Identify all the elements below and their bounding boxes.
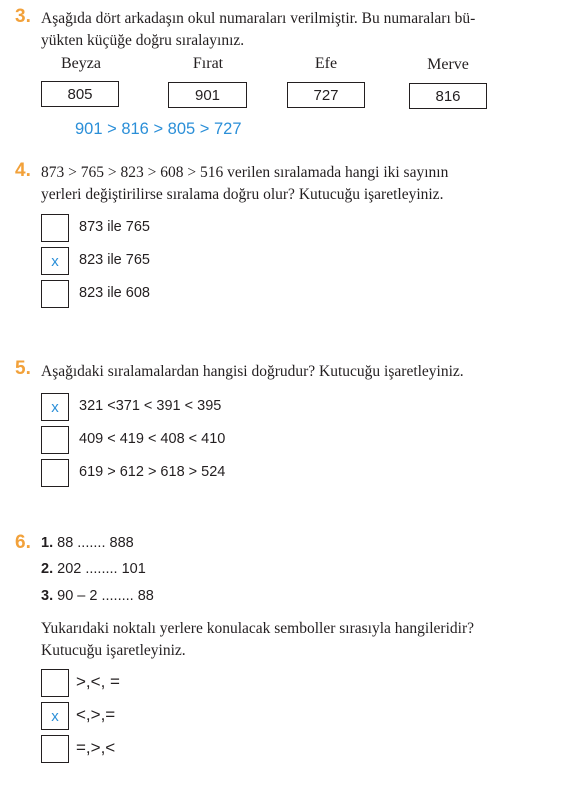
question-5-option-3-label: 619 > 612 > 618 > 524 bbox=[79, 464, 226, 480]
question-5-number: 5. bbox=[15, 358, 31, 379]
question-5-text: Aşağıdaki sıralamalardan hangisi doğrudur? Kutucuğu işaretleyiniz. bbox=[41, 363, 464, 380]
question-6-text-line2: Kutucuğu işaretleyiniz. bbox=[41, 642, 186, 659]
question-6-item-1-expr: 88 ....... 888 bbox=[57, 535, 134, 551]
question-6-item-3 bbox=[41, 588, 154, 604]
question-6-option-1-label: >,<, = bbox=[76, 672, 120, 691]
question-6-item-1 bbox=[41, 535, 134, 551]
question-6-option-2-label: <,>,= bbox=[76, 705, 116, 724]
question-6-item-2 bbox=[41, 561, 146, 577]
question-6-item-3-expr: 90 – 2 ........ 88 bbox=[57, 588, 154, 604]
question-6-item-2-num: 2. bbox=[41, 561, 54, 577]
question-5-option-1-checkbox[interactable]: x bbox=[41, 393, 69, 421]
question-6-text bbox=[41, 618, 566, 662]
question-6-option-3-checkbox[interactable] bbox=[41, 735, 69, 763]
question-3-answer: 901 > 816 > 805 > 727 bbox=[75, 120, 242, 138]
question-4-text-line2: yerleri değiştirilirse sıralama doğru olur? Kutucuğu işaretleyiniz. bbox=[41, 186, 444, 203]
friend-name-beyza: Beyza bbox=[61, 55, 101, 72]
friend-name-merve: Merve bbox=[427, 56, 469, 73]
question-5-option-2-label: 409 < 419 < 408 < 410 bbox=[79, 431, 226, 447]
question-4-text-line1: 873 > 765 > 823 > 608 > 516 verilen sıralamada hangi iki sayının bbox=[41, 164, 449, 181]
question-3-text-line1: Aşağıda dört arkadaşın okul numaraları verilmiştir. Bu numaraları bü- bbox=[41, 10, 476, 27]
question-6-option-2-checkbox[interactable]: x bbox=[41, 702, 69, 730]
question-6-number: 6. bbox=[15, 532, 31, 553]
question-6-item-2-expr: 202 ........ 101 bbox=[57, 561, 146, 577]
friend-number-beyza: 805 bbox=[41, 81, 119, 107]
friend-name-firat: Fırat bbox=[192, 55, 224, 72]
friend-number-merve: 816 bbox=[409, 83, 487, 109]
question-6-option-1-checkbox[interactable] bbox=[41, 669, 69, 697]
question-6-option-3-label: =,>,< bbox=[76, 738, 116, 757]
question-3-text-line2: yükten küçüğe doğru sıralayınız. bbox=[41, 32, 245, 49]
question-4-option-2-label: 823 ile 765 bbox=[79, 252, 150, 268]
question-6-text-line1: Yukarıdaki noktalı yerlere konulacak semboller sırasıyla hangileridir? bbox=[41, 620, 474, 637]
question-4-number: 4. bbox=[15, 160, 31, 181]
question-4-option-3-checkbox[interactable] bbox=[41, 280, 69, 308]
question-4-option-1-checkbox[interactable] bbox=[41, 214, 69, 242]
question-4-text bbox=[41, 162, 561, 206]
question-4-option-1-label: 873 ile 765 bbox=[79, 219, 150, 235]
question-4-option-3-label: 823 ile 608 bbox=[79, 285, 150, 301]
question-3-text bbox=[41, 8, 561, 52]
question-4-option-2-checkbox[interactable]: x bbox=[41, 247, 69, 275]
question-5-option-1-label: 321 <371 < 391 < 395 bbox=[79, 398, 222, 414]
question-5-option-2-checkbox[interactable] bbox=[41, 426, 69, 454]
question-5-option-3-checkbox[interactable] bbox=[41, 459, 69, 487]
question-6-item-3-num: 3. bbox=[41, 588, 54, 604]
question-6-item-1-num: 1. bbox=[41, 535, 54, 551]
friend-number-efe: 727 bbox=[287, 82, 365, 108]
friend-name-efe: Efe bbox=[314, 55, 338, 72]
question-3-number: 3. bbox=[15, 6, 31, 27]
friend-number-firat: 901 bbox=[168, 82, 247, 108]
